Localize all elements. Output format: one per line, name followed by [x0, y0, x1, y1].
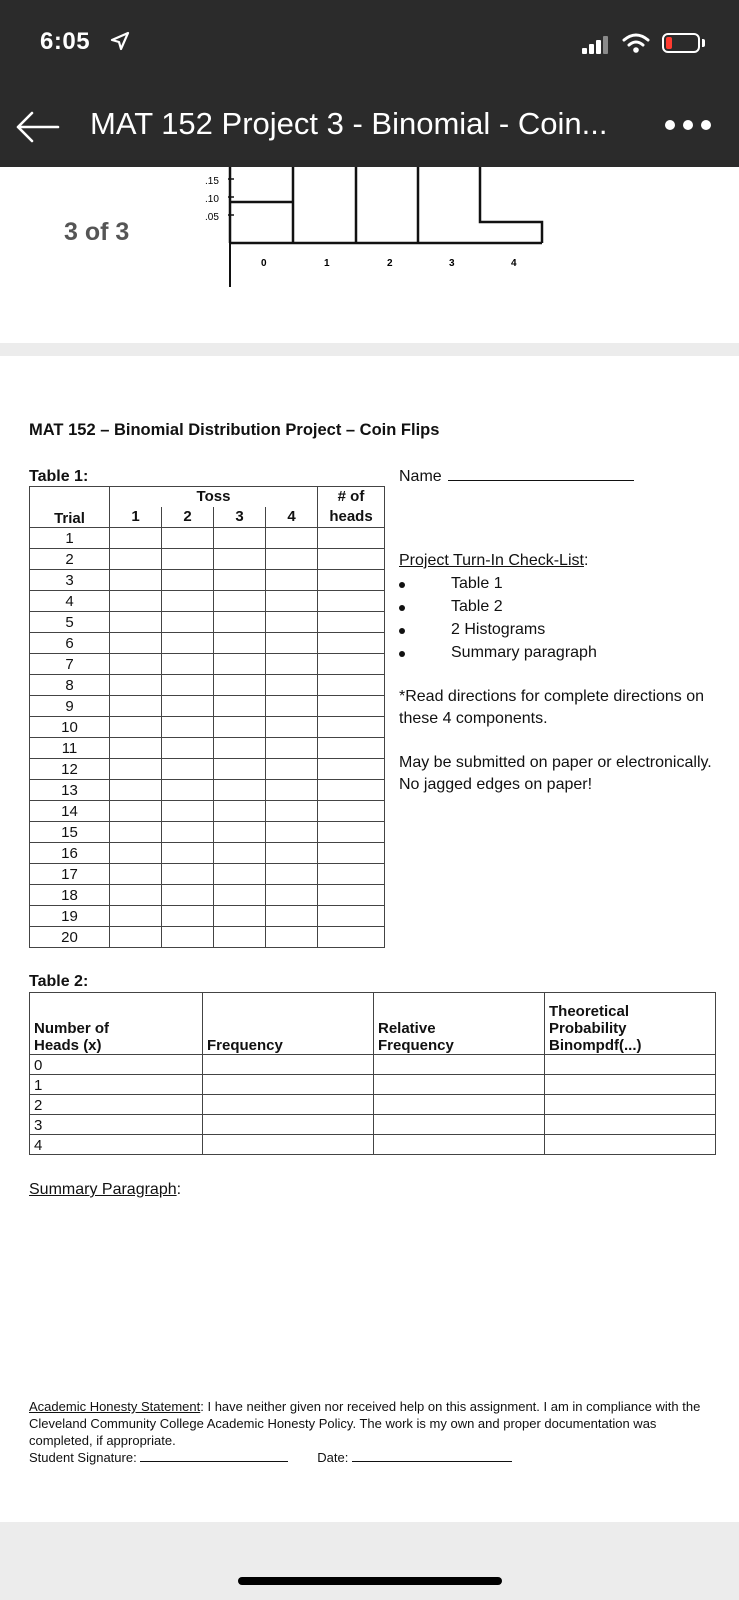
toss-cell[interactable]: [162, 843, 214, 864]
frequency-header: Frequency: [203, 993, 374, 1055]
heads-x-value: 4: [30, 1135, 203, 1155]
toss-cell[interactable]: [266, 759, 318, 780]
toss-cell[interactable]: [110, 759, 162, 780]
toss-cell[interactable]: [266, 591, 318, 612]
toss-cell[interactable]: [110, 885, 162, 906]
table1-label: Table 1:: [29, 468, 89, 485]
trial-number: 10: [30, 717, 110, 738]
location-icon: [110, 31, 130, 51]
toss-cell[interactable]: [162, 591, 214, 612]
table-row: [30, 864, 385, 885]
heads-cell[interactable]: [318, 654, 385, 675]
x-tick: 0: [261, 258, 267, 269]
heads-cell[interactable]: [318, 633, 385, 654]
toss-cell[interactable]: [162, 864, 214, 885]
toss-cell[interactable]: [266, 675, 318, 696]
toss-cell[interactable]: [266, 696, 318, 717]
toss-cell[interactable]: [110, 822, 162, 843]
checklist: [399, 552, 588, 570]
toss-col-header: 1: [110, 507, 162, 528]
table-row: [30, 654, 385, 675]
trial-number: 13: [30, 780, 110, 801]
heads-cell[interactable]: [318, 927, 385, 948]
trial-number: 9: [30, 696, 110, 717]
x-tick: 3: [449, 258, 455, 269]
heads-cell[interactable]: [318, 801, 385, 822]
signal-icon: [582, 36, 610, 54]
heads-cell[interactable]: [318, 822, 385, 843]
y-tick: .05: [205, 212, 219, 223]
toss-col-header: 3: [214, 507, 266, 528]
y-tick: .10: [205, 194, 219, 205]
honesty-statement: [29, 1398, 719, 1466]
trial-number: 4: [30, 591, 110, 612]
table2-cell[interactable]: [374, 1095, 545, 1115]
toss-cell[interactable]: [162, 612, 214, 633]
table-row: [30, 1135, 716, 1155]
table2-cell[interactable]: [545, 1135, 716, 1155]
summary-paragraph-label: Summary Paragraph:: [29, 1181, 182, 1198]
toss-cell[interactable]: [110, 591, 162, 612]
honesty-text: : I have neither given nor received help on this assignment. I am in compliance with the Cleveland Community College Academic Honesty Policy. The work is my own and proper documentation was completed, if appropriate.: [29, 1399, 701, 1448]
table-row: [30, 570, 385, 591]
table-1: [29, 486, 385, 948]
toss-cell[interactable]: [266, 801, 318, 822]
table-2: [29, 992, 716, 1155]
home-indicator[interactable]: [238, 1577, 502, 1585]
status-time: 6:05: [40, 28, 91, 55]
toss-cell[interactable]: [266, 633, 318, 654]
x-tick: 2: [387, 258, 393, 269]
heads-cell[interactable]: [318, 591, 385, 612]
toss-cell[interactable]: [162, 654, 214, 675]
heads-cell[interactable]: [318, 780, 385, 801]
submission-note: May be submitted on paper or electronically. No jagged edges on paper!: [399, 754, 712, 793]
heads-cell[interactable]: [318, 717, 385, 738]
trial-number: 3: [30, 570, 110, 591]
table-row: [30, 528, 385, 549]
toss-cell[interactable]: [110, 738, 162, 759]
toss-cell[interactable]: [214, 591, 266, 612]
toss-cell[interactable]: [162, 780, 214, 801]
trial-number: 20: [30, 927, 110, 948]
table2-cell[interactable]: [545, 1095, 716, 1115]
toss-cell[interactable]: [266, 549, 318, 570]
name-label: Name: [399, 468, 442, 485]
table2-cell[interactable]: [203, 1095, 374, 1115]
toss-cell[interactable]: [162, 738, 214, 759]
toss-cell[interactable]: [266, 570, 318, 591]
heads-cell[interactable]: [318, 570, 385, 591]
theoretical-probability-header: Theoretical Probability Binompdf(...): [545, 993, 716, 1055]
toss-cell[interactable]: [110, 675, 162, 696]
relative-frequency-header: Relative Frequency: [374, 993, 545, 1055]
heads-cell[interactable]: [318, 612, 385, 633]
table-row: [30, 591, 385, 612]
toss-cell[interactable]: [110, 717, 162, 738]
table2-cell[interactable]: [203, 1075, 374, 1095]
histogram-fragment: [0, 167, 739, 343]
heads-header-bottom: heads: [318, 507, 385, 528]
wifi-icon: [622, 32, 650, 54]
toss-cell[interactable]: [110, 549, 162, 570]
heads-x-value: 2: [30, 1095, 203, 1115]
trial-number: 17: [30, 864, 110, 885]
signature-line[interactable]: [140, 1451, 288, 1462]
honesty-label: Academic Honesty Statement: [29, 1399, 201, 1414]
toss-cell[interactable]: [214, 885, 266, 906]
toss-cell[interactable]: [214, 717, 266, 738]
battery-icon: [662, 33, 700, 53]
heads-cell[interactable]: [318, 906, 385, 927]
table-row: [30, 612, 385, 633]
table-row: [30, 717, 385, 738]
checklist-item: Summary paragraph: [399, 644, 699, 664]
toss-cell[interactable]: [214, 738, 266, 759]
toss-cell[interactable]: [214, 675, 266, 696]
toss-cell[interactable]: [214, 843, 266, 864]
page-indicator: 3 of 3: [64, 218, 130, 246]
table-row: [30, 675, 385, 696]
toss-cell[interactable]: [214, 780, 266, 801]
table2-cell[interactable]: [374, 1055, 545, 1075]
toss-cell[interactable]: [162, 696, 214, 717]
table2-cell[interactable]: [545, 1075, 716, 1095]
table-1-body: [30, 528, 385, 948]
toss-cell[interactable]: [214, 633, 266, 654]
table-row: [30, 822, 385, 843]
toss-cell[interactable]: [266, 612, 318, 633]
toss-cell[interactable]: [110, 528, 162, 549]
previous-page: [0, 167, 739, 343]
table2-cell[interactable]: [203, 1135, 374, 1155]
toss-col-header: 4: [266, 507, 318, 528]
toss-cell[interactable]: [266, 864, 318, 885]
table-row: [30, 759, 385, 780]
trial-number: 14: [30, 801, 110, 822]
table-row: [30, 906, 385, 927]
toss-cell[interactable]: [110, 801, 162, 822]
toss-header: Toss: [110, 487, 318, 507]
toss-cell[interactable]: [110, 927, 162, 948]
checklist-item: 2 Histograms: [399, 621, 699, 641]
battery-tip: [702, 39, 705, 47]
trial-number: 5: [30, 612, 110, 633]
table2-cell[interactable]: [545, 1115, 716, 1135]
toss-cell[interactable]: [110, 906, 162, 927]
toss-cell[interactable]: [110, 612, 162, 633]
table2-cell[interactable]: [545, 1055, 716, 1075]
toss-cell[interactable]: [214, 528, 266, 549]
table-row: [30, 738, 385, 759]
x-tick: 1: [324, 258, 330, 269]
toss-cell[interactable]: [214, 822, 266, 843]
toss-cell[interactable]: [162, 759, 214, 780]
toss-cell[interactable]: [214, 759, 266, 780]
trial-header: Trial: [30, 487, 110, 528]
table-2-body: [30, 1055, 716, 1155]
table-row: [30, 549, 385, 570]
toss-cell[interactable]: [162, 906, 214, 927]
toss-cell[interactable]: [214, 612, 266, 633]
date-line[interactable]: [352, 1451, 512, 1462]
toss-cell[interactable]: [162, 822, 214, 843]
table-row: [30, 696, 385, 717]
directions-note: *Read directions for complete directions on these 4 components.: [399, 688, 705, 727]
heads-cell[interactable]: [318, 843, 385, 864]
toss-cell[interactable]: [266, 738, 318, 759]
toss-cell[interactable]: [162, 885, 214, 906]
trial-number: 8: [30, 675, 110, 696]
toss-cell[interactable]: [266, 843, 318, 864]
heads-cell[interactable]: [318, 675, 385, 696]
toss-cell[interactable]: [214, 864, 266, 885]
table2-cell[interactable]: [374, 1075, 545, 1095]
table-row: [30, 1115, 716, 1135]
toss-cell[interactable]: [266, 780, 318, 801]
toss-col-header: 2: [162, 507, 214, 528]
heads-x-value: 0: [30, 1055, 203, 1075]
heads-header-top: # of: [318, 487, 385, 507]
trial-number: 6: [30, 633, 110, 654]
document-title: MAT 152 Project 3 - Binomial - Coin...: [90, 106, 608, 141]
trial-number: 12: [30, 759, 110, 780]
toss-cell[interactable]: [162, 675, 214, 696]
checklist-item: Table 1: [399, 575, 699, 595]
trial-number: 18: [30, 885, 110, 906]
x-tick: 4: [511, 258, 517, 269]
toss-cell[interactable]: [214, 906, 266, 927]
back-arrow-icon[interactable]: [12, 107, 62, 147]
heads-cell[interactable]: [318, 759, 385, 780]
toss-cell[interactable]: [266, 906, 318, 927]
toss-cell[interactable]: [110, 864, 162, 885]
trial-number: 16: [30, 843, 110, 864]
table2-cell[interactable]: [203, 1055, 374, 1075]
toss-cell[interactable]: [266, 885, 318, 906]
toss-cell[interactable]: [110, 654, 162, 675]
table2-cell[interactable]: [374, 1115, 545, 1135]
heads-cell[interactable]: [318, 864, 385, 885]
heads-x-header: Number of Heads (x): [30, 993, 203, 1055]
toss-cell[interactable]: [162, 633, 214, 654]
toss-cell[interactable]: [162, 570, 214, 591]
histogram-bars: [230, 167, 542, 243]
name-field[interactable]: [399, 468, 634, 486]
toss-cell[interactable]: [214, 696, 266, 717]
toss-cell[interactable]: [110, 780, 162, 801]
date-label: Date:: [317, 1450, 349, 1465]
table2-cell[interactable]: [374, 1135, 545, 1155]
toss-cell[interactable]: [266, 822, 318, 843]
checklist-colon: :: [583, 552, 589, 569]
table-row: [30, 927, 385, 948]
toss-cell[interactable]: [266, 717, 318, 738]
table-row: [30, 1055, 716, 1075]
toss-cell[interactable]: [110, 570, 162, 591]
heads-cell[interactable]: [318, 549, 385, 570]
toss-cell[interactable]: [214, 927, 266, 948]
toss-cell[interactable]: [266, 927, 318, 948]
y-tick: .15: [205, 176, 219, 187]
signature-label: Student Signature:: [29, 1450, 137, 1465]
table-row: [30, 780, 385, 801]
trial-number: 15: [30, 822, 110, 843]
table2-cell[interactable]: [203, 1115, 374, 1135]
trial-number: 7: [30, 654, 110, 675]
toss-cell[interactable]: [110, 843, 162, 864]
table-row: [30, 843, 385, 864]
toss-cell[interactable]: [110, 633, 162, 654]
trial-number: 19: [30, 906, 110, 927]
checklist-title: Project Turn-In Check-List: [399, 552, 584, 569]
heads-x-value: 3: [30, 1115, 203, 1135]
toss-cell[interactable]: [214, 654, 266, 675]
toss-cell[interactable]: [214, 549, 266, 570]
toss-cell[interactable]: [162, 801, 214, 822]
table2-label: Table 2:: [29, 973, 89, 990]
heads-cell[interactable]: [318, 696, 385, 717]
toss-cell[interactable]: [266, 528, 318, 549]
toss-cell[interactable]: [110, 696, 162, 717]
heads-cell[interactable]: [318, 528, 385, 549]
table-row: [30, 885, 385, 906]
table-row: [30, 801, 385, 822]
table-row: [30, 1095, 716, 1115]
toss-cell[interactable]: [214, 801, 266, 822]
toss-cell[interactable]: [266, 654, 318, 675]
top-bar: [0, 0, 739, 167]
trial-number: 2: [30, 549, 110, 570]
heads-cell[interactable]: [318, 885, 385, 906]
document-heading: MAT 152 – Binomial Distribution Project – Coin Flips: [29, 421, 440, 439]
table-row: [30, 633, 385, 654]
toss-cell[interactable]: [162, 927, 214, 948]
table-row: [30, 1075, 716, 1095]
toss-cell[interactable]: [162, 549, 214, 570]
more-options-icon[interactable]: [665, 117, 713, 133]
toss-cell[interactable]: [214, 570, 266, 591]
trial-number: 1: [30, 528, 110, 549]
checklist-item: Table 2: [399, 598, 699, 618]
toss-cell[interactable]: [162, 528, 214, 549]
toss-cell[interactable]: [162, 717, 214, 738]
heads-x-value: 1: [30, 1075, 203, 1095]
trial-number: 11: [30, 738, 110, 759]
heads-cell[interactable]: [318, 738, 385, 759]
